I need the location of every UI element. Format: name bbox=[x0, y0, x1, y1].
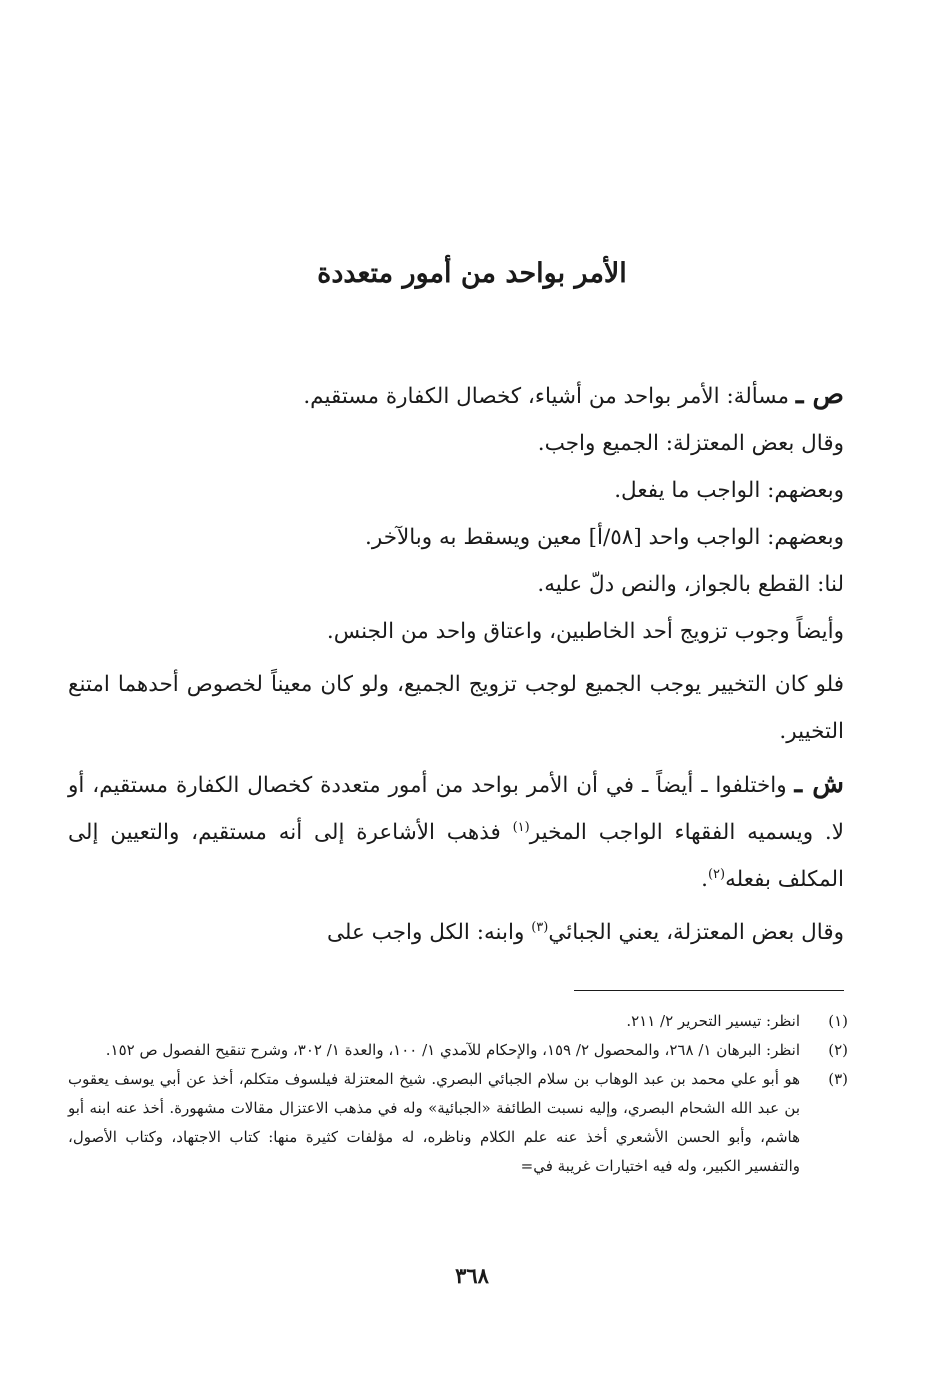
page-title: الأمر بواحد من أمور متعددة bbox=[317, 258, 627, 289]
paragraph bbox=[68, 761, 844, 903]
text-line: لنا: القطع بالجواز، والنص دلّ عليه. bbox=[537, 572, 844, 597]
paragraph: فلو كان التخيير يوجب الجميع لوجب تزويج الجميع، ولو كان معيناً لخصوص أحدهما امتنع التخيير. bbox=[68, 672, 844, 744]
paragraph bbox=[68, 909, 844, 956]
paragraph-text: فذهب الأشاعرة إلى أنه مستقيم، والتعيين إلى المكلف بفعله bbox=[68, 820, 844, 892]
footnote-ref: (١) bbox=[512, 819, 530, 835]
text-marker-sh: ش ـ bbox=[794, 769, 844, 799]
text-line: وقال بعض المعتزلة: الجميع واجب. bbox=[537, 431, 844, 456]
footnote-ref: (٣) bbox=[531, 919, 549, 935]
footnote-text: انظر: تيسير التحرير ٢/ ٢١١. bbox=[626, 1012, 800, 1030]
footnote-number: (١) bbox=[828, 1012, 848, 1030]
footnote-text: انظر: البرهان ١/ ٢٦٨، والمحصول ٢/ ١٥٩، والإحكام للآمدي ١/ ١٠٠، والعدة ١/ ٣٠٢، وشرح تنقيح الفصول ص ١٥٢. bbox=[105, 1041, 800, 1059]
footnote bbox=[68, 1065, 848, 1181]
text-line bbox=[68, 372, 844, 420]
footnote-divider bbox=[574, 990, 844, 991]
main-text bbox=[68, 372, 844, 956]
footnote-number: (٢) bbox=[828, 1041, 848, 1059]
footnotes bbox=[68, 1007, 848, 1181]
text-line-content: مسألة: الأمر بواحد من أشياء، كخصال الكفارة مستقيم. bbox=[303, 384, 790, 409]
text-line: وأيضاً وجوب تزويج أحد الخاطبين، واعتاق واحد من الجنس. bbox=[326, 619, 844, 644]
text-line: وبعضهم: الواجب واحد [٥٨/أ] معين ويسقط به وبالآخر. bbox=[365, 525, 844, 550]
footnote-text: هو أبو علي محمد بن عبد الوهاب بن سلام الجبائي البصري. شيخ المعتزلة فيلسوف متكلم، أخذ عن أبي يوسف يعقوب بن عبد الله الشحام البصري، وإليه نسبت الطائفة «الجبائية» وله في مذهب الاعتزال مقالات مشهورة. أخذ عنه ابنه أبو هاشم، وأبو الحسن الأشعري أخذ عنه علم الكلام وناظره، له مؤلفات كثيرة منها: كتاب الاجتهاد، وكتاب الأصول، والتفسير الكبير، وله فيه اختيارات غريبة في= bbox=[68, 1070, 800, 1175]
footnote-ref: (٢) bbox=[707, 866, 726, 882]
footnote-number: (٣) bbox=[828, 1070, 848, 1088]
paragraph-text: وقال بعض المعتزلة، يعني الجبائي bbox=[548, 920, 844, 945]
paragraph-text: واختلفوا ـ أيضاً ـ في أن الأمر بواحد من أمور متعددة كخصال الكفارة مستقيم، أو لا. ويسميه الفقهاء الواجب المخير bbox=[68, 773, 844, 845]
footnote bbox=[68, 1007, 848, 1036]
footnote bbox=[68, 1036, 848, 1065]
paragraph-text: . bbox=[701, 867, 708, 892]
page-number: ٣٦٨ bbox=[455, 1263, 489, 1288]
text-line: وبعضهم: الواجب ما يفعل. bbox=[614, 478, 844, 503]
text-marker-s: ص ـ bbox=[795, 380, 844, 410]
paragraph-text: وابنه: الكل واجب على bbox=[326, 920, 532, 945]
